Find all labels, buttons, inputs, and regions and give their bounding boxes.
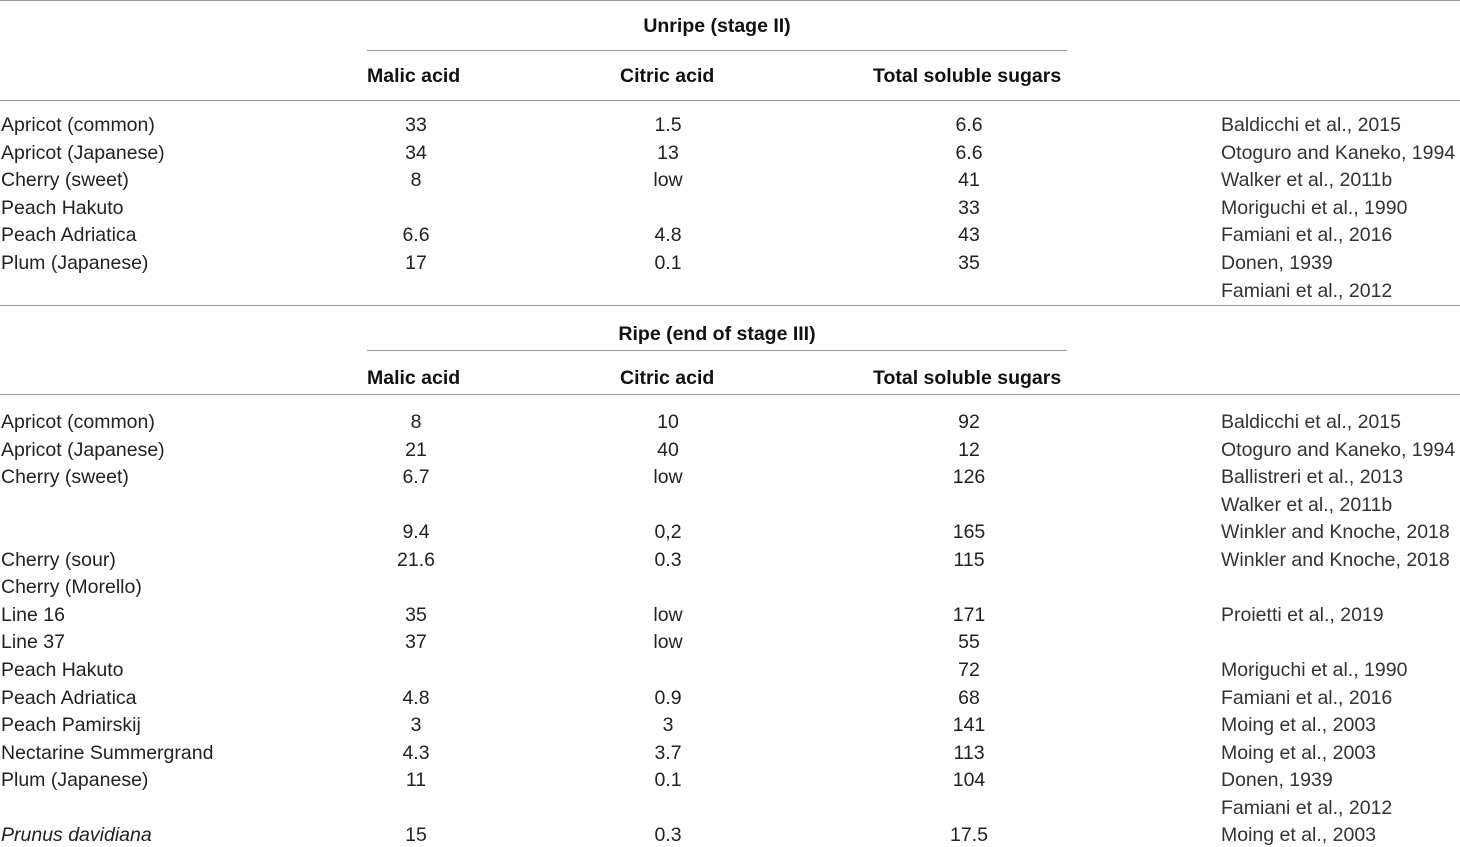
row-name: Plum (Japanese) (1, 769, 149, 791)
row-malic-acid: 21.6 (397, 549, 435, 571)
row-total-soluble-sugars: 141 (952, 714, 986, 736)
row-malic-acid: 17 (405, 252, 427, 274)
row-reference: Otoguro and Kaneko, 1994 (1221, 142, 1456, 164)
row-malic-acid: 6.7 (402, 466, 430, 488)
row-reference: Famiani et al., 2016 (1221, 224, 1393, 246)
col-header-citric-acid: Citric acid (620, 65, 715, 87)
section-divider (0, 305, 1460, 306)
col-header-malic-acid: Malic acid (367, 367, 461, 389)
row-malic-acid: 3 (410, 714, 422, 736)
row-citric-acid: 40 (657, 439, 679, 461)
row-citric-acid: 3 (662, 714, 674, 736)
row-total-soluble-sugars: 115 (953, 549, 985, 571)
row-name: Nectarine Summergrand (1, 742, 214, 764)
row-name: Apricot (common) (1, 114, 155, 136)
row-citric-acid: 0.9 (654, 687, 682, 709)
row-malic-acid: 4.3 (402, 742, 430, 764)
row-reference: Donen, 1939 (1221, 769, 1333, 791)
row-total-soluble-sugars: 12 (958, 439, 980, 461)
row-citric-acid: low (653, 604, 683, 626)
row-name: Apricot (common) (1, 411, 155, 433)
section-title-unripe: Unripe (stage II) (643, 15, 791, 37)
row-total-soluble-sugars: 35 (958, 252, 980, 274)
row-name: Cherry (Morello) (1, 576, 142, 598)
row-citric-acid: 3.7 (654, 742, 682, 764)
row-name: Cherry (sweet) (1, 466, 129, 488)
row-name: Peach Hakuto (1, 659, 124, 681)
row-total-soluble-sugars: 41 (958, 169, 980, 191)
row-reference: Donen, 1939 (1221, 252, 1333, 274)
row-reference: Proietti et al., 2019 (1221, 604, 1384, 626)
row-name: Peach Adriatica (1, 687, 137, 709)
row-total-soluble-sugars: 72 (958, 659, 980, 681)
row-reference: Ballistreri et al., 2013 (1221, 466, 1404, 488)
col-header-total-soluble-sugars: Total soluble sugars (873, 65, 1062, 87)
row-reference: Moing et al., 2003 (1221, 824, 1377, 846)
top-border (0, 0, 1460, 1)
row-reference: Baldicchi et al., 2015 (1221, 114, 1401, 136)
row-citric-acid: 0.3 (654, 549, 682, 571)
row-malic-acid: 33 (405, 114, 427, 136)
row-malic-acid: 4.8 (402, 687, 430, 709)
section-title-ripe: Ripe (end of stage III) (618, 323, 816, 345)
row-name: Plum (Japanese) (1, 252, 149, 274)
row-name: Peach Pamirskij (1, 714, 141, 736)
row-reference: Otoguro and Kaneko, 1994 (1221, 439, 1456, 461)
row-total-soluble-sugars: 6.6 (955, 114, 983, 136)
row-reference: Winkler and Knoche, 2018 (1221, 549, 1450, 571)
row-citric-acid: low (653, 631, 683, 653)
row-name: Apricot (Japanese) (1, 142, 165, 164)
col-header-citric-acid: Citric acid (620, 367, 715, 389)
section-underline-ripe (367, 350, 1067, 351)
row-citric-acid: 13 (657, 142, 679, 164)
row-name: Peach Hakuto (1, 197, 124, 219)
row-malic-acid: 6.6 (402, 224, 430, 246)
row-total-soluble-sugars: 68 (958, 687, 980, 709)
header-divider-unripe (0, 100, 1460, 101)
section-underline-unripe (367, 50, 1067, 51)
row-reference: Walker et al., 2011b (1221, 169, 1393, 191)
row-malic-acid: 34 (405, 142, 427, 164)
row-malic-acid: 35 (405, 604, 427, 626)
row-malic-acid: 15 (405, 824, 427, 846)
row-total-soluble-sugars: 33 (958, 197, 980, 219)
row-name: Peach Adriatica (1, 224, 137, 246)
row-reference: Famiani et al., 2012 (1221, 797, 1393, 819)
row-citric-acid: 10 (657, 411, 679, 433)
row-reference: Moing et al., 2003 (1221, 742, 1377, 764)
row-malic-acid: 8 (410, 411, 422, 433)
row-malic-acid: 21 (405, 439, 427, 461)
row-citric-acid: 0.3 (654, 824, 682, 846)
row-reference: Moing et al., 2003 (1221, 714, 1377, 736)
row-total-soluble-sugars: 55 (958, 631, 980, 653)
row-citric-acid: 0.1 (654, 769, 682, 791)
row-malic-acid: 11 (405, 769, 427, 791)
row-reference: Winkler and Knoche, 2018 (1221, 521, 1450, 543)
row-total-soluble-sugars: 165 (952, 521, 986, 543)
row-reference: Moriguchi et al., 1990 (1221, 659, 1408, 681)
row-name: Line 16 (1, 604, 65, 626)
row-reference: Walker et al., 2011b (1221, 494, 1393, 516)
row-total-soluble-sugars: 92 (958, 411, 980, 433)
row-citric-acid: 0,2 (654, 521, 682, 543)
row-reference: Famiani et al., 2016 (1221, 687, 1393, 709)
row-reference: Baldicchi et al., 2015 (1221, 411, 1401, 433)
row-malic-acid: 8 (410, 169, 422, 191)
row-citric-acid: low (653, 169, 683, 191)
row-citric-acid: 0.1 (654, 252, 682, 274)
row-total-soluble-sugars: 113 (953, 742, 985, 764)
row-reference: Famiani et al., 2012 (1221, 280, 1393, 302)
row-total-soluble-sugars: 43 (958, 224, 980, 246)
row-malic-acid: 37 (405, 631, 427, 653)
col-header-malic-acid: Malic acid (367, 65, 461, 87)
row-citric-acid: low (653, 466, 683, 488)
col-header-total-soluble-sugars: Total soluble sugars (873, 367, 1062, 389)
row-malic-acid: 9.4 (402, 521, 430, 543)
header-divider-ripe (0, 394, 1460, 395)
row-total-soluble-sugars: 17.5 (950, 824, 988, 846)
row-total-soluble-sugars: 171 (952, 604, 986, 626)
row-reference: Moriguchi et al., 1990 (1221, 197, 1408, 219)
row-name: Apricot (Japanese) (1, 439, 165, 461)
row-citric-acid: 1.5 (654, 114, 682, 136)
row-total-soluble-sugars: 126 (952, 466, 986, 488)
row-name: Line 37 (1, 631, 65, 653)
row-citric-acid: 4.8 (654, 224, 682, 246)
row-total-soluble-sugars: 6.6 (955, 142, 983, 164)
row-name: Cherry (sour) (1, 549, 116, 571)
row-name: Cherry (sweet) (1, 169, 129, 191)
row-total-soluble-sugars: 104 (952, 769, 986, 791)
row-name: Prunus davidiana (1, 824, 152, 846)
